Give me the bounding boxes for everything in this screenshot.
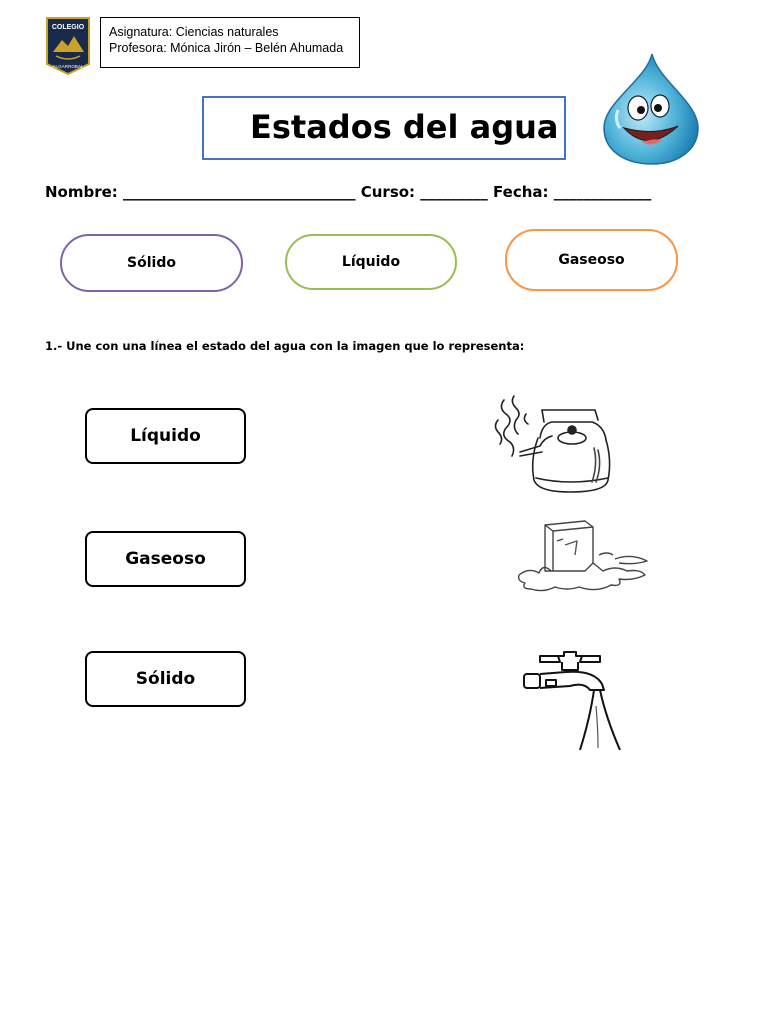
school-logo — [44, 16, 92, 76]
header-info-box — [100, 17, 360, 68]
title-box — [202, 96, 566, 160]
melting-ice-cube-icon — [515, 515, 650, 595]
match-option-liquid: Líquido — [85, 408, 246, 464]
exercise-instruction: 1.- Une con una línea el estado del agua con la imagen que lo representa: — [45, 339, 525, 353]
water-faucet-icon — [518, 648, 636, 752]
state-pill-liquid: Líquido — [285, 234, 457, 290]
student-info-line: Nombre: _______________________________ Curso: _________ Fecha: _____________ — [45, 183, 652, 201]
match-option-gas: Gaseoso — [85, 531, 246, 587]
subject-label: Asignatura: Ciencias naturales — [109, 25, 279, 39]
water-drop-mascot-icon — [598, 50, 702, 166]
page-title: Estados del agua — [250, 108, 559, 146]
state-pill-gas: Gaseoso — [505, 229, 678, 291]
teacher-label: Profesora: Mónica Jirón – Belén Ahumada — [109, 41, 344, 55]
kettle-with-steam-icon — [490, 390, 615, 496]
logo-bottom-text: ALGARROBAL — [52, 64, 84, 69]
state-pill-solid: Sólido — [60, 234, 243, 292]
match-option-solid: Sólido — [85, 651, 246, 707]
logo-top-text: COLEGIO — [51, 24, 85, 31]
